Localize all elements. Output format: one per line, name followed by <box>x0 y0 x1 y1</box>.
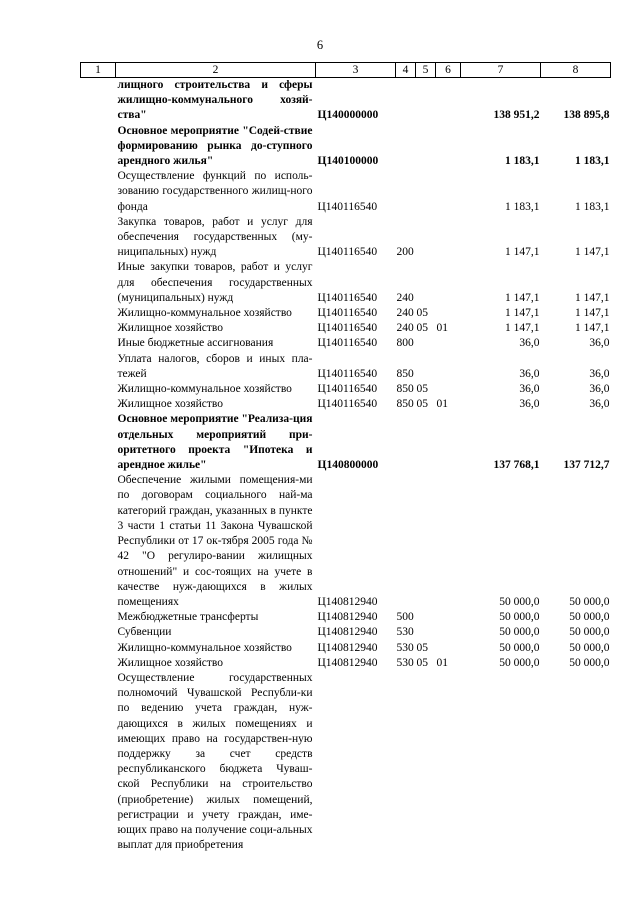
empty-cell <box>81 306 116 321</box>
empty-cell <box>81 625 116 640</box>
expense-type <box>396 124 416 170</box>
target-code: Ц140116540 <box>317 383 378 396</box>
table-row <box>81 610 611 625</box>
empty-cell <box>81 124 116 170</box>
amount-year-1: 1 183,1 <box>505 200 540 213</box>
empty-cell <box>81 321 116 336</box>
column-header: 6 <box>436 63 461 78</box>
subsection-code: 01 <box>436 322 448 335</box>
item-name: Обеспечение жилыми помещения-ми по договорам социального най-ма категорий граждан, указанных в пункте 3 части 1 статьи 11 Закона Чувашской Республики от 17 ок-тября 2005 года № 42 "О регулиро-вании жилищных отношений" и сос-тоящих на учете в качестве нуж-дающихся в жилых помещениях <box>117 474 313 608</box>
section-code <box>416 124 436 170</box>
section-code: 05 <box>416 641 428 654</box>
column-header: 2 <box>116 63 316 78</box>
expense-type <box>396 412 416 473</box>
amount-year-1: 36,0 <box>519 337 540 350</box>
item-name: Жилищно-коммунальное хозяйство <box>117 641 292 654</box>
empty-cell <box>81 671 116 853</box>
amount-year-2: 50 000,0 <box>569 626 610 639</box>
expense-type: 240 <box>396 307 414 320</box>
section-code <box>416 625 436 640</box>
empty-cell <box>81 352 116 382</box>
target-code: Ц140100000 <box>317 155 379 168</box>
expense-type: 530 <box>396 626 414 639</box>
item-name: Закупка товаров, работ и услуг для обеспечения государственных (му-ниципальных) нужд <box>117 215 313 259</box>
section-code <box>416 78 436 124</box>
table-row <box>81 641 611 656</box>
empty-cell <box>81 336 116 351</box>
item-name: Основное мероприятие "Содей-ствие формированию рынка до-ступного арендного жилья" <box>117 124 313 168</box>
target-code: Ц140812940 <box>317 626 378 639</box>
table-row <box>81 215 611 261</box>
subsection-code <box>436 641 461 656</box>
target-code: Ц140116540 <box>317 322 378 335</box>
amount-year-1: 1 147,1 <box>505 246 540 259</box>
amount-year-2: 1 147,1 <box>575 322 610 335</box>
subsection-code <box>436 382 461 397</box>
empty-cell <box>81 656 116 671</box>
table-row <box>81 169 611 215</box>
subsection-code <box>436 352 461 382</box>
amount-year-2: 50 000,0 <box>569 595 610 608</box>
item-name: Субвенции <box>117 626 172 639</box>
section-code: 05 <box>416 398 428 411</box>
subsection-code <box>436 671 461 853</box>
amount-year-1: 50 000,0 <box>499 611 540 624</box>
column-header: 1 <box>81 63 116 78</box>
item-name: Осуществление государственных полномочий Чувашской Республи-ки по ведению учета граждан, нуж-дающихся в жилых помещениях и имеющих право на государствен-ную поддержку за счет средств республиканского бюджета Чуваш-ской Республики на строительство (приобретение) жилых помещений, регистрации и учету граждан, име-ющих право на получение соци-альных выплат для приобретения <box>117 671 313 852</box>
page-number: 6 <box>316 38 324 52</box>
empty-cell <box>81 610 116 625</box>
item-name: Основное мероприятие "Реализа-ция отдельных мероприятий при-оритетного проекта "Ипотека и арендное жилье" <box>117 413 313 472</box>
section-code: 05 <box>416 307 428 320</box>
table-row <box>81 352 611 382</box>
budget-table <box>80 62 611 853</box>
amount-year-1: 1 147,1 <box>505 322 540 335</box>
amount-year-2: 1 147,1 <box>575 291 610 304</box>
item-name: Жилищно-коммунальное хозяйство <box>117 307 292 320</box>
column-header: 7 <box>461 63 541 78</box>
amount-year-2: 50 000,0 <box>569 641 610 654</box>
section-code <box>416 260 436 306</box>
table-row <box>81 124 611 170</box>
expense-type: 850 <box>396 367 414 380</box>
amount-year-2: 1 147,1 <box>575 246 610 259</box>
item-name: Иные закупки товаров, работ и услуг для обеспечения государственных (муниципальных) нужд <box>117 261 313 304</box>
expense-type: 850 <box>396 383 414 396</box>
amount-year-2: 1 183,1 <box>575 155 610 168</box>
amount-year-2: 50 000,0 <box>569 656 610 669</box>
table-row <box>81 78 611 124</box>
expense-type: 240 <box>396 322 414 335</box>
section-code <box>416 671 436 853</box>
amount-year-2: 137 712,7 <box>563 459 610 472</box>
amount-year-1: 36,0 <box>519 398 540 411</box>
target-code: Ц140812940 <box>317 595 378 608</box>
target-code: Ц140812940 <box>317 611 378 624</box>
table-row <box>81 412 611 473</box>
table-row <box>81 306 611 321</box>
amount-year-1: 137 768,1 <box>493 459 540 472</box>
item-name: Осуществление функций по исполь-зованию государственного жилищ-ного фонда <box>117 170 313 213</box>
expense-type: 200 <box>396 246 414 259</box>
amount-year-1: 36,0 <box>519 367 540 380</box>
table-row <box>81 671 611 853</box>
target-code: Ц140116540 <box>317 398 378 411</box>
subsection-code <box>436 473 461 610</box>
subsection-code: 01 <box>436 656 448 669</box>
table-row <box>81 656 611 671</box>
expense-type <box>396 169 416 215</box>
subsection-code <box>436 625 461 640</box>
target-code: Ц140000000 <box>317 109 379 122</box>
amount-year-2: 36,0 <box>589 367 610 380</box>
expense-type: 850 <box>396 398 414 411</box>
table-row <box>81 382 611 397</box>
amount-year-1: 1 147,1 <box>505 307 540 320</box>
column-header: 8 <box>541 63 611 78</box>
section-code <box>416 352 436 382</box>
table-row <box>81 260 611 306</box>
item-name: Жилищное хозяйство <box>117 398 224 411</box>
section-code: 05 <box>416 322 428 335</box>
amount-year-2: 36,0 <box>589 383 610 396</box>
table-row <box>81 625 611 640</box>
empty-cell <box>81 397 116 412</box>
amount-year-2: 138 895,8 <box>563 109 610 122</box>
amount-year-1 <box>461 671 541 853</box>
expense-type <box>396 78 416 124</box>
subsection-code <box>436 169 461 215</box>
empty-cell <box>81 473 116 610</box>
item-name: лищного строительства и сферы жилищно-коммунального хозяй-ства" <box>117 79 313 122</box>
target-code: Ц140800000 <box>317 459 379 472</box>
table-row <box>81 336 611 351</box>
section-code <box>416 169 436 215</box>
target-code: Ц140812940 <box>317 641 378 654</box>
subsection-code: 01 <box>436 398 448 411</box>
column-number-header-row <box>81 63 611 78</box>
amount-year-1: 50 000,0 <box>499 595 540 608</box>
target-code <box>316 671 396 853</box>
subsection-code <box>436 215 461 261</box>
section-code: 05 <box>416 383 428 396</box>
empty-cell <box>81 382 116 397</box>
subsection-code <box>436 336 461 351</box>
empty-cell <box>81 169 116 215</box>
empty-cell <box>81 215 116 261</box>
expense-type: 530 <box>396 641 414 654</box>
item-name: Межбюджетные трансферты <box>117 611 259 624</box>
section-code <box>416 215 436 261</box>
empty-cell <box>81 641 116 656</box>
section-code <box>416 336 436 351</box>
item-name: Уплата налогов, сборов и иных пла-тежей <box>117 352 313 380</box>
table-row <box>81 397 611 412</box>
empty-cell <box>81 78 116 124</box>
section-code <box>416 473 436 610</box>
item-name: Жилищное хозяйство <box>117 656 224 669</box>
expense-type <box>396 671 416 853</box>
target-code: Ц140116540 <box>317 200 378 213</box>
expense-type: 530 <box>396 656 414 669</box>
target-code: Ц140116540 <box>317 337 378 350</box>
subsection-code <box>436 260 461 306</box>
amount-year-1: 50 000,0 <box>499 641 540 654</box>
amount-year-1: 1 183,1 <box>505 155 540 168</box>
amount-year-2: 36,0 <box>589 337 610 350</box>
amount-year-2: 50 000,0 <box>569 611 610 624</box>
item-name: Жилищное хозяйство <box>117 322 224 335</box>
column-header: 3 <box>316 63 396 78</box>
subsection-code <box>436 412 461 473</box>
section-code <box>416 610 436 625</box>
expense-type <box>396 473 416 610</box>
empty-cell <box>81 260 116 306</box>
target-code: Ц140116540 <box>317 291 378 304</box>
section-code <box>416 412 436 473</box>
subsection-code <box>436 78 461 124</box>
subsection-code <box>436 306 461 321</box>
subsection-code <box>436 124 461 170</box>
amount-year-2 <box>541 671 611 853</box>
amount-year-2: 1 147,1 <box>575 307 610 320</box>
subsection-code <box>436 610 461 625</box>
amount-year-1: 50 000,0 <box>499 626 540 639</box>
target-code: Ц140116540 <box>317 307 378 320</box>
section-code: 05 <box>416 656 428 669</box>
target-code: Ц140812940 <box>317 656 378 669</box>
amount-year-1: 50 000,0 <box>499 656 540 669</box>
column-header: 5 <box>416 63 436 78</box>
column-header: 4 <box>396 63 416 78</box>
expense-type: 800 <box>396 337 414 350</box>
amount-year-1: 1 147,1 <box>505 291 540 304</box>
amount-year-2: 1 183,1 <box>575 200 610 213</box>
amount-year-1: 138 951,2 <box>493 109 540 122</box>
amount-year-1: 36,0 <box>519 383 540 396</box>
item-name: Иные бюджетные ассигнования <box>117 337 274 350</box>
empty-cell <box>81 412 116 473</box>
expense-type: 500 <box>396 611 414 624</box>
amount-year-2: 36,0 <box>589 398 610 411</box>
target-code: Ц140116540 <box>317 367 378 380</box>
item-name: Жилищно-коммунальное хозяйство <box>117 383 292 396</box>
table-row <box>81 321 611 336</box>
target-code: Ц140116540 <box>317 246 378 259</box>
expense-type: 240 <box>396 291 414 304</box>
table-row <box>81 473 611 610</box>
